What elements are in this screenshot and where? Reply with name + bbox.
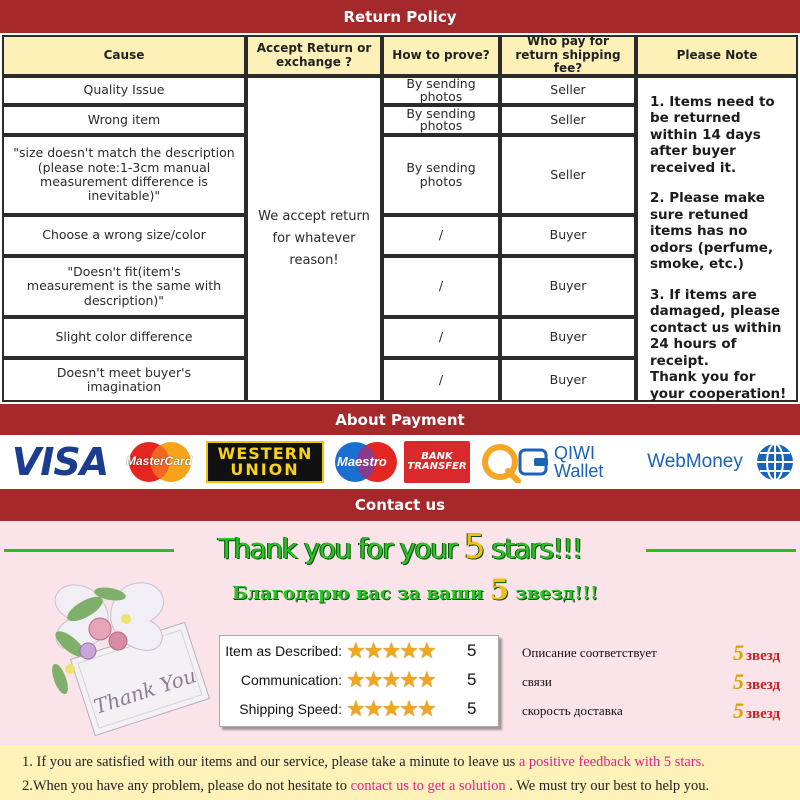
rating-label: Communication: (240, 672, 342, 688)
rating-score: 5 (467, 699, 477, 718)
positive-feedback-link[interactable]: a positive feedback with 5 stars. (518, 754, 705, 770)
cause-cell: Choose a wrong size/color (2, 215, 246, 256)
prove-cell: By sending photos (382, 105, 500, 135)
note-line-1: 1. If you are satisfied with our items and our service, please take a minute to leave us a positive feedback with 5 stars. (22, 754, 705, 770)
rating-stars-ru: 5 звезд (733, 640, 781, 665)
mastercard-logo: MasterCard (124, 441, 196, 483)
qiwi-wallet-logo: QIWI Wallet (480, 441, 632, 483)
prove-cell: / (382, 215, 500, 256)
star-icon: ★ (416, 667, 435, 692)
rating-row (0, 638, 800, 667)
note-3: 3. If items are damaged, please contact us within 24 hours of receipt. (650, 286, 782, 369)
rating-row (0, 696, 800, 725)
rating-stars-ru: 5 звезд (733, 669, 781, 694)
please-note-cell (636, 76, 798, 402)
webmoney-logo: WebMoney (647, 451, 743, 472)
return-policy-banner (0, 0, 800, 33)
prove-cell: / (382, 358, 500, 402)
payer-cell: Buyer (500, 358, 636, 402)
rating-stars (346, 667, 435, 693)
rating-score: 5 (467, 670, 477, 689)
maestro-logo: Maestro (331, 441, 401, 483)
qiwi-icon (480, 441, 552, 483)
cause-cell: Slight color difference (2, 317, 246, 358)
prove-cell: By sending photos (382, 135, 500, 215)
header-accept: Accept Return or exchange ? (246, 35, 382, 76)
star-icon: ★ (346, 638, 364, 663)
cause-cell: Doesn't meet buyer's imagination (2, 358, 246, 402)
rating-label-ru: Описание соответствует (522, 645, 657, 660)
return-policy-title: Return Policy (343, 7, 457, 26)
star-icon: ★ (381, 638, 400, 663)
rating-label: Shipping Speed: (239, 701, 342, 717)
payer-cell: Buyer (500, 317, 636, 358)
payer-cell: Seller (500, 135, 636, 215)
header-cause: Cause (2, 35, 246, 76)
payment-banner (0, 404, 800, 435)
star-icon: ★ (346, 667, 364, 692)
payer-cell: Seller (500, 76, 636, 105)
feedback-notes (0, 745, 800, 800)
cause-cell: "Doesn't fit(item's measurement is the same with description)" (2, 256, 246, 317)
star-icon: ★ (363, 696, 382, 721)
header-prove: How to prove? (382, 35, 500, 76)
header-note: Please Note (636, 35, 798, 76)
cause-cell: Wrong item (2, 105, 246, 135)
star-icon: ★ (416, 638, 435, 663)
note-thanks: Thank you for your cooperation! (650, 369, 787, 402)
cause-cell: "size doesn't match the description (please note:1-3cm manual measurement difference is inevitable)" (2, 135, 246, 215)
rating-label-ru: скорость доставка (522, 703, 623, 718)
note-2: 2. Please make sure retuned items has no odors (perfume, smoke, etc.) (650, 190, 774, 273)
star-icon: ★ (399, 667, 417, 692)
western-union-logo: WESTERN UNION (206, 441, 324, 483)
rating-stars (346, 638, 435, 664)
payment-title: About Payment (335, 410, 465, 429)
contact-banner (0, 489, 800, 521)
note-line-2: 2.When you have any problem, please do not hesitate to contact us to get a solution . We must try our best to help you. (22, 778, 710, 794)
star-icon: ★ (381, 696, 400, 721)
bank-transfer-logo: BANK TRANSFER (404, 441, 470, 483)
feedback-panel (0, 521, 800, 745)
rating-label-ru: связи (522, 674, 552, 689)
star-icon: ★ (363, 638, 382, 663)
rating-score: 5 (467, 641, 477, 660)
thank-you-card-text: Thank You (90, 663, 200, 719)
visa-logo: VISA (11, 440, 109, 484)
note-1: 1. Items need to be returned within 14 days after buyer received it. (650, 94, 775, 176)
prove-cell: By sending photos (382, 76, 500, 105)
thank-you-heading: Thank you for your 5 stars!!! (217, 527, 583, 567)
contact-us-link[interactable]: contact us to get a solution (350, 778, 506, 794)
accept-return-cell: We accept return for whatever reason! (246, 76, 382, 402)
payer-cell: Seller (500, 105, 636, 135)
prove-cell: / (382, 256, 500, 317)
rating-stars (346, 696, 435, 722)
prove-cell: / (382, 317, 500, 358)
rating-label: Item as Described: (225, 643, 342, 659)
cause-cell: Quality Issue (2, 76, 246, 105)
star-icon: ★ (399, 638, 417, 663)
star-icon: ★ (363, 667, 382, 692)
payer-cell: Buyer (500, 215, 636, 256)
thank-you-heading-ru: Благодарю вас за ваши 5 звезд!!! (231, 573, 599, 606)
return-policy-table (0, 33, 800, 404)
star-icon: ★ (399, 696, 417, 721)
star-icon: ★ (381, 667, 400, 692)
header-payer: Who pay for return shipping fee? (500, 35, 636, 76)
star-icon: ★ (416, 696, 435, 721)
rating-stars-ru: 5 звезд (733, 698, 781, 723)
payer-cell: Buyer (500, 256, 636, 317)
webmoney-globe-icon (754, 441, 796, 483)
star-icon: ★ (346, 696, 364, 721)
contact-title: Contact us (354, 496, 446, 514)
payment-logos (0, 435, 800, 489)
